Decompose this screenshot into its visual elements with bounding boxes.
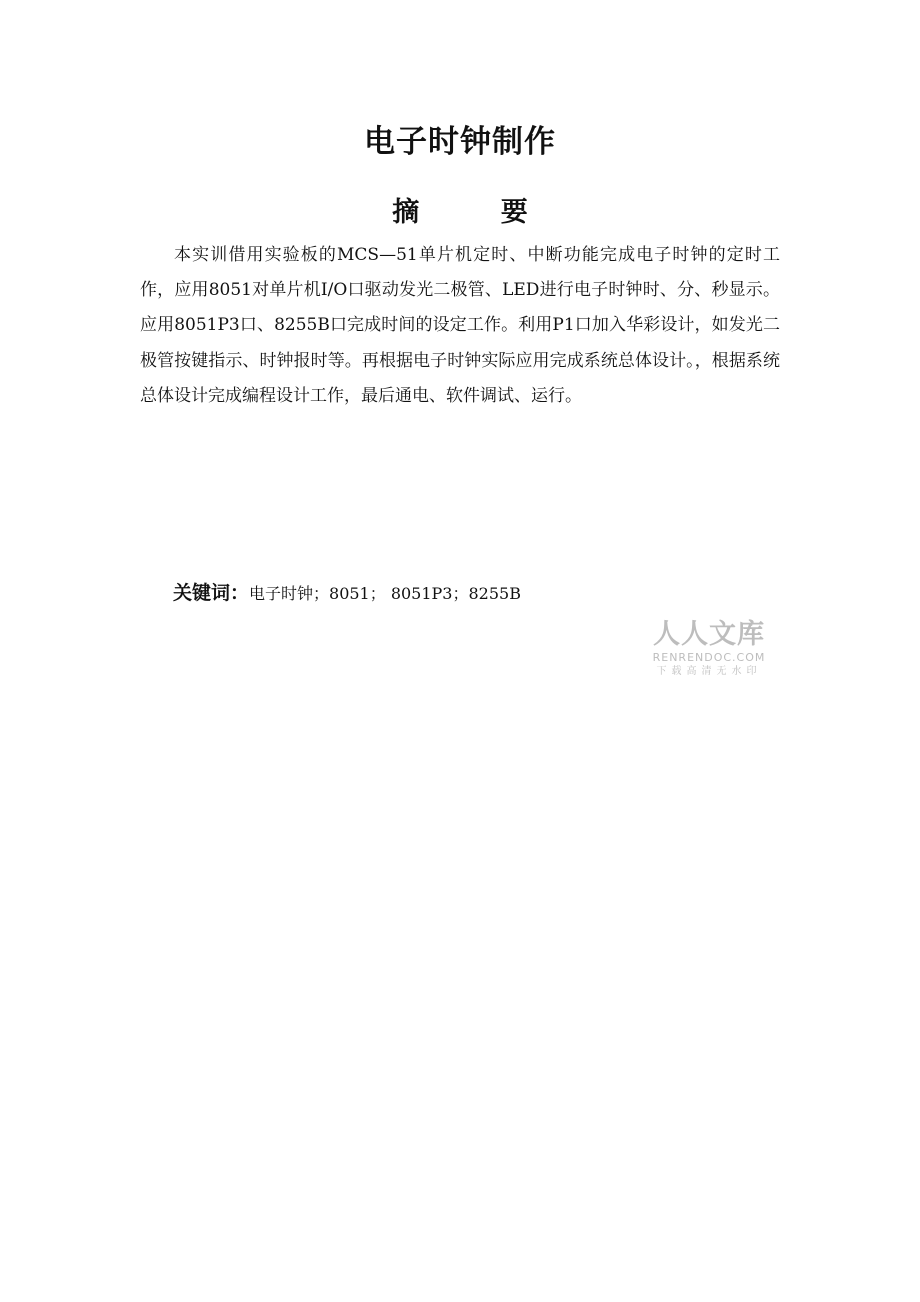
keywords-label: 关键词： bbox=[173, 582, 250, 604]
watermark-brand: 人人文库 bbox=[653, 619, 765, 650]
abstract-text: 本实训借用实验板的MCS—51单片机定时、中断功能完成电子时钟的定时工作，应用8051对单片机I/O口驱动发光二极管、LED进行电子时钟时、分、秒显示。应用8051P3口、8255B口完成时间的设定工作。利用P1口加入华彩设计，如发光二极管按键指示、时钟报时等。再根据电子时钟实际应用完成系统总体设计。，根据系统总体设计完成编程设计工作，最后通电、软件调试、运行。 bbox=[140, 245, 780, 406]
watermark-slogan: 下载高清无水印 bbox=[656, 666, 762, 677]
abstract-heading: 摘 要 bbox=[392, 197, 564, 228]
document-title: 电子时钟制作 bbox=[364, 124, 556, 160]
keywords-line bbox=[173, 578, 521, 605]
watermark-logo bbox=[646, 619, 772, 679]
watermark-site: RENRENDOC.COM bbox=[652, 651, 766, 664]
keywords-value: 电子时钟；8051； 8051P3；8255B bbox=[249, 584, 521, 603]
